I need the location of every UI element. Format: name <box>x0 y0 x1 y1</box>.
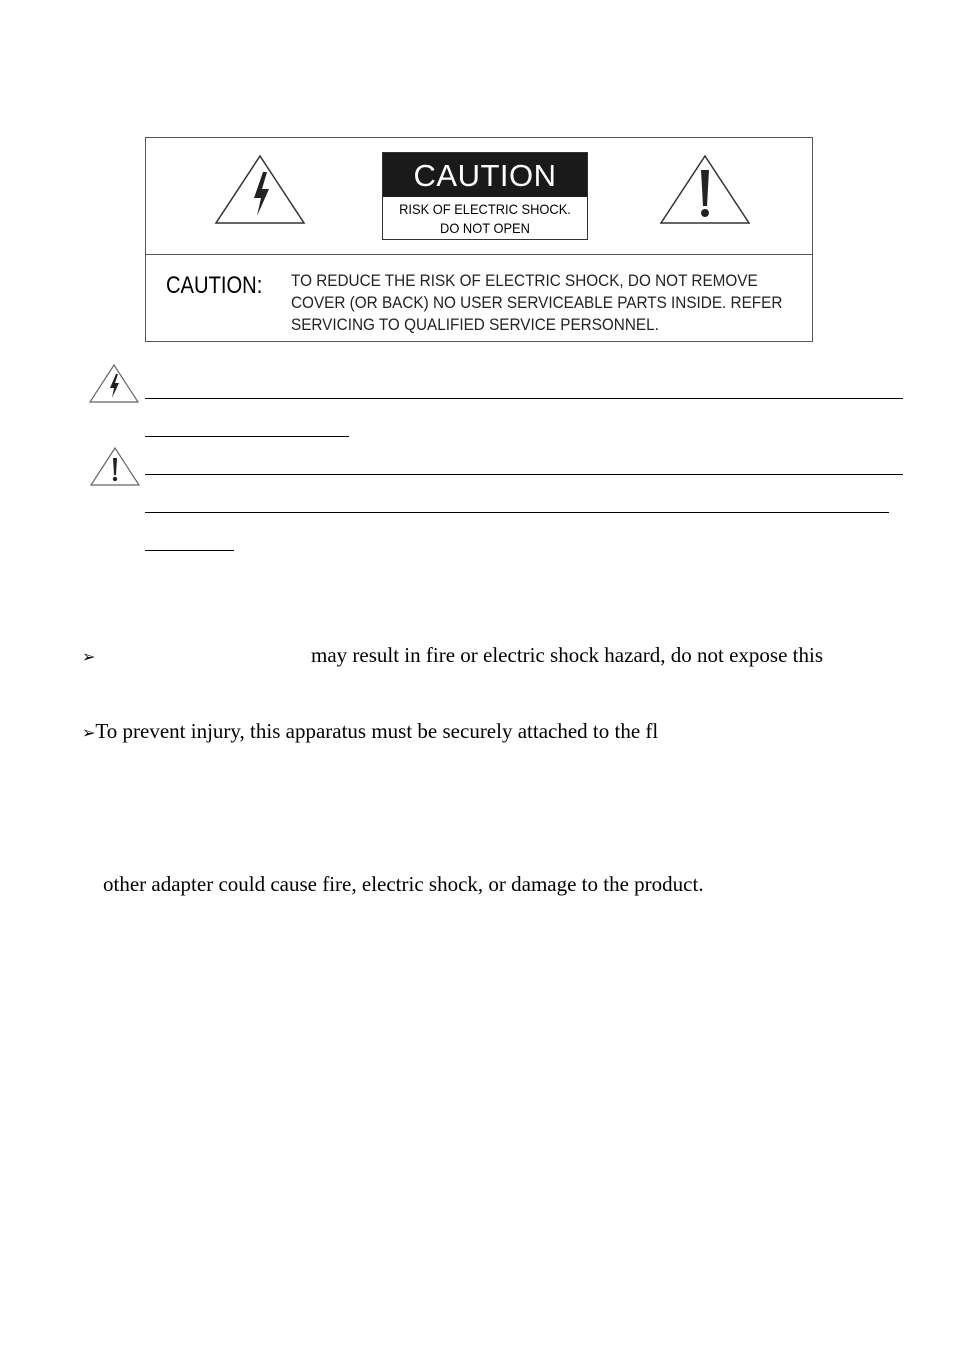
lightning-warning-icon <box>213 154 307 226</box>
note-2-line-2 <box>145 512 889 513</box>
warning-item-1-text: may result in fire or electric shock hazard, do not expose this <box>311 643 823 667</box>
caution-body-line-1: TO REDUCE THE RISK OF ELECTRIC SHOCK, DO NOT REMOVE <box>291 271 758 290</box>
warning-item-2 <box>82 718 658 746</box>
caution-divider <box>146 254 812 255</box>
bullet-icon: ➢ <box>82 647 96 666</box>
lightning-warning-icon <box>88 363 140 405</box>
caution-plate-title: CAUTION <box>383 153 587 197</box>
warning-item-3-text: other adapter could cause fire, electric shock, or damage to the product. <box>103 872 704 896</box>
note-2-line-3 <box>145 550 234 551</box>
caution-body-line-3: SERVICING TO QUALIFIED SERVICE PERSONNEL. <box>291 315 659 334</box>
caution-heading: CAUTION: <box>166 272 263 299</box>
bullet-icon: ➢ <box>82 723 96 742</box>
plate-line-2: DO NOT OPEN <box>440 220 530 236</box>
warning-item-2-text: To prevent injury, this apparatus must be securely attached to the fl <box>95 719 659 743</box>
exclamation-warning-icon <box>658 154 752 226</box>
caution-label <box>145 137 813 342</box>
plate-line-1: RISK OF ELECTRIC SHOCK. <box>399 201 571 217</box>
caution-body <box>291 270 795 336</box>
note-1-line-1 <box>145 398 903 399</box>
caution-body-line-2: COVER (OR BACK) NO USER SERVICEABLE PARTS INSIDE. REFER <box>291 293 783 312</box>
exclamation-warning-icon <box>88 446 142 488</box>
note-1-line-2 <box>145 436 349 437</box>
caution-plate <box>382 152 588 240</box>
caution-plate-subtitle <box>391 200 579 238</box>
note-2-line-1 <box>145 474 903 475</box>
warning-item-1 <box>82 642 95 670</box>
